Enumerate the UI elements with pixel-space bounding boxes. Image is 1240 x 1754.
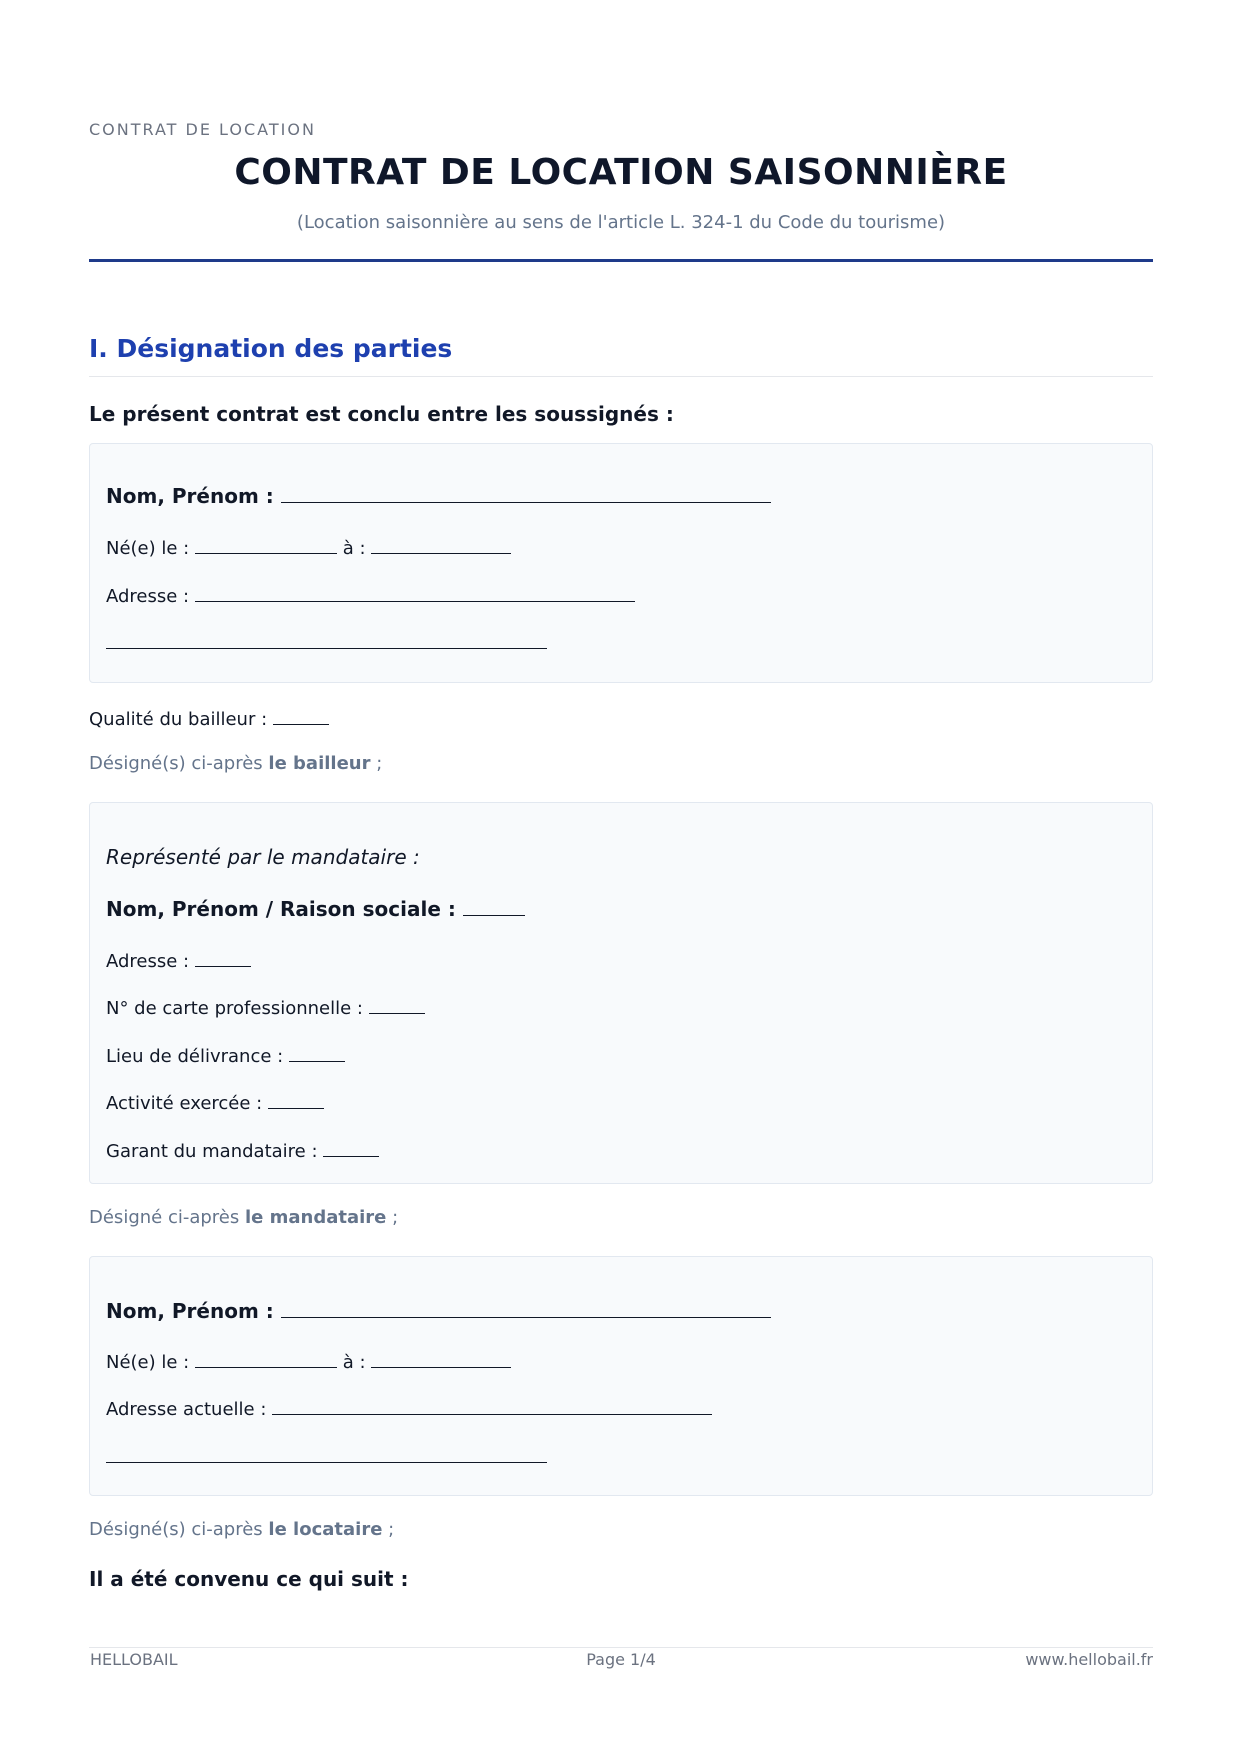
- mandataire-activity-field[interactable]: [268, 1090, 324, 1109]
- locataire-address-field-2[interactable]: [106, 1444, 547, 1463]
- agreement-heading: Il a été convenu ce qui suit :: [89, 1567, 409, 1591]
- locataire-name-label: Nom, Prénom :: [106, 1299, 274, 1323]
- parties-intro: Le présent contrat est conclu entre les soussignés :: [89, 402, 674, 426]
- locataire-at-label: à :: [342, 1352, 366, 1373]
- locataire-address-row: [106, 1396, 712, 1420]
- bailleur-quality-row: [89, 706, 329, 730]
- bailleur-birth-place-field[interactable]: [371, 535, 511, 554]
- footer-divider: [89, 1647, 1153, 1648]
- locataire-designation-suffix: ;: [388, 1519, 395, 1540]
- mandataire-designation-term: le mandataire: [244, 1207, 387, 1228]
- bailleur-box: [89, 443, 1153, 683]
- locataire-designation-prefix: Désigné(s) ci-après: [89, 1519, 263, 1540]
- section-divider: [89, 376, 1153, 377]
- bailleur-name-row: [106, 484, 771, 508]
- bailleur-name-label: Nom, Prénom :: [106, 484, 274, 508]
- mandataire-guarantor-field[interactable]: [323, 1138, 379, 1157]
- locataire-address-label: Adresse actuelle :: [106, 1399, 267, 1420]
- bailleur-birth-date-field[interactable]: [195, 535, 337, 554]
- mandataire-guarantor-row: [106, 1138, 379, 1162]
- bailleur-designation: [89, 753, 382, 774]
- mandataire-place-field[interactable]: [289, 1043, 345, 1062]
- mandataire-card-label: N° de carte professionnelle :: [106, 998, 363, 1019]
- document-subtitle: (Location saisonnière au sens de l'article L. 324-1 du Code du tourisme): [296, 212, 946, 233]
- locataire-born-label: Né(e) le :: [106, 1352, 190, 1373]
- mandataire-address-label: Adresse :: [106, 951, 190, 972]
- locataire-birth-row: [106, 1349, 511, 1373]
- title-divider: [89, 259, 1153, 262]
- bailleur-name-field[interactable]: [281, 484, 771, 503]
- bailleur-designation-suffix: ;: [376, 753, 383, 774]
- section-title: I. Désignation des parties: [89, 334, 453, 363]
- mandataire-intro: Représenté par le mandataire :: [106, 845, 420, 869]
- locataire-address-row-2: [106, 1444, 547, 1468]
- mandataire-activity-row: [106, 1090, 324, 1114]
- bailleur-born-label: Né(e) le :: [106, 538, 190, 559]
- footer-brand: HELLOBAIL: [90, 1650, 178, 1669]
- mandataire-designation-suffix: ;: [392, 1207, 399, 1228]
- bailleur-address-field[interactable]: [195, 583, 635, 602]
- locataire-address-field[interactable]: [272, 1396, 712, 1415]
- mandataire-name-row: [106, 897, 525, 921]
- bailleur-address-label: Adresse :: [106, 586, 190, 607]
- document-kicker: CONTRAT DE LOCATION: [89, 120, 316, 139]
- locataire-designation: [89, 1519, 394, 1540]
- document-title: CONTRAT DE LOCATION SAISONNIÈRE: [234, 152, 1008, 193]
- bailleur-address-row: [106, 583, 635, 607]
- bailleur-address-field-2[interactable]: [106, 630, 547, 649]
- mandataire-place-row: [106, 1043, 345, 1067]
- bailleur-quality-field[interactable]: [273, 706, 329, 725]
- mandataire-activity-label: Activité exercée :: [106, 1093, 263, 1114]
- locataire-designation-term: le locataire: [268, 1519, 383, 1540]
- mandataire-card-field[interactable]: [369, 995, 425, 1014]
- bailleur-address-row-2: [106, 630, 547, 654]
- bailleur-designation-term: le bailleur: [268, 753, 371, 774]
- mandataire-name-label: Nom, Prénom / Raison sociale :: [106, 897, 456, 921]
- locataire-box: [89, 1256, 1153, 1496]
- mandataire-guarantor-label: Garant du mandataire :: [106, 1141, 318, 1162]
- mandataire-name-field[interactable]: [463, 897, 525, 916]
- bailleur-designation-prefix: Désigné(s) ci-après: [89, 753, 263, 774]
- mandataire-designation: [89, 1207, 398, 1228]
- mandataire-box: [89, 802, 1153, 1184]
- bailleur-quality-label: Qualité du bailleur :: [89, 709, 268, 730]
- locataire-birth-place-field[interactable]: [371, 1349, 511, 1368]
- locataire-name-field[interactable]: [281, 1299, 771, 1318]
- locataire-birth-date-field[interactable]: [195, 1349, 337, 1368]
- mandataire-designation-prefix: Désigné ci-après: [89, 1207, 240, 1228]
- mandataire-address-row: [106, 948, 251, 972]
- footer-website[interactable]: www.hellobail.fr: [1025, 1650, 1153, 1669]
- footer-page-number: Page 1/4: [586, 1650, 656, 1669]
- bailleur-at-label: à :: [342, 538, 366, 559]
- mandataire-place-label: Lieu de délivrance :: [106, 1046, 284, 1067]
- mandataire-address-field[interactable]: [195, 948, 251, 967]
- locataire-name-row: [106, 1299, 771, 1323]
- mandataire-card-row: [106, 995, 425, 1019]
- document-page: [89, 0, 1153, 1754]
- bailleur-birth-row: [106, 535, 511, 559]
